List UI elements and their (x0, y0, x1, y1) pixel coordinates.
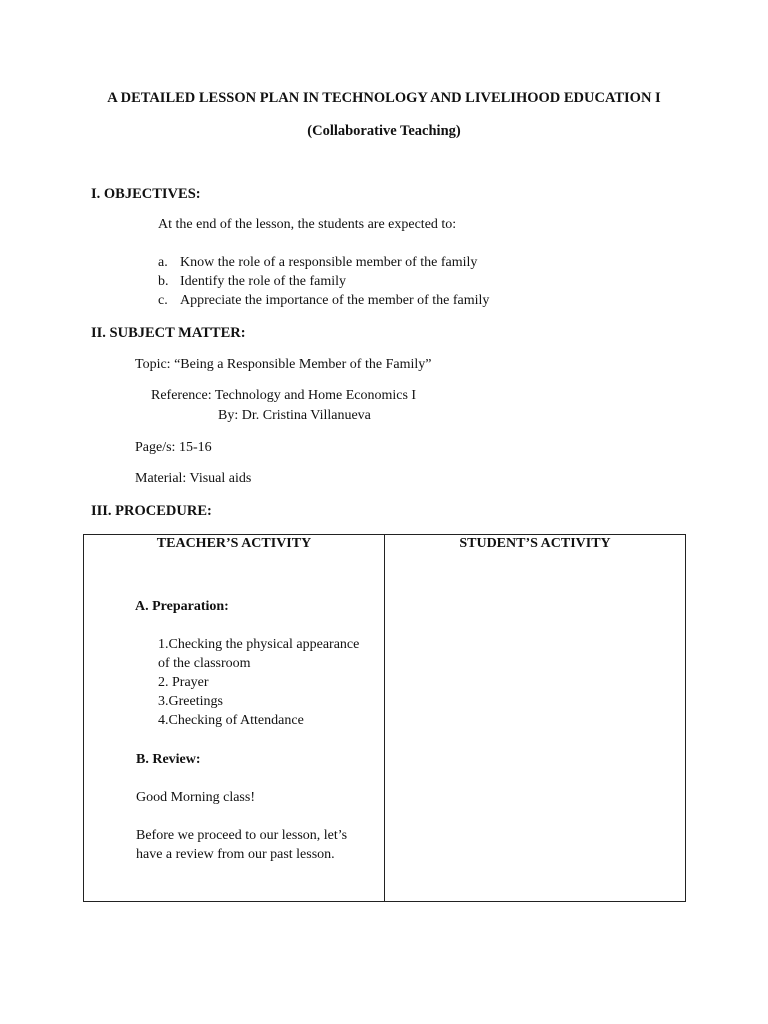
subject-topic: Topic: “Being a Responsible Member of the Family” (135, 357, 432, 372)
subject-reference: Reference: Technology and Home Economics I (151, 388, 417, 403)
document-subtitle: (Collaborative Teaching) (307, 123, 461, 139)
objective-text: Identify the role of the family (180, 274, 346, 289)
objective-item-c (158, 293, 489, 309)
student-activity-column (385, 535, 686, 902)
objective-text: Know the role of a responsible member of the family (180, 255, 478, 270)
subject-pages: Page/s: 15-16 (135, 440, 212, 455)
subject-matter-heading: II. SUBJECT MATTER: (91, 325, 246, 341)
review-line: Before we proceed to our lesson, let’s (136, 828, 348, 843)
preparation-line: 3.Greetings (158, 694, 223, 709)
objective-letter: c. (158, 293, 168, 308)
preparation-heading: A. Preparation: (135, 599, 229, 614)
student-activity-header: STUDENT’S ACTIVITY (459, 536, 611, 551)
objective-letter: b. (158, 274, 169, 289)
objective-item-a (158, 255, 477, 271)
review-line: have a review from our past lesson. (136, 847, 335, 862)
procedure-heading: III. PROCEDURE: (91, 503, 212, 519)
objectives-heading: I. OBJECTIVES: (91, 186, 201, 202)
subject-author: By: Dr. Cristina Villanueva (218, 408, 371, 423)
subject-material: Material: Visual aids (135, 471, 252, 486)
objective-item-b (158, 274, 346, 290)
preparation-line: 2. Prayer (158, 675, 209, 690)
teacher-activity-header: TEACHER’S ACTIVITY (156, 536, 312, 551)
review-heading: B. Review: (136, 752, 201, 767)
review-greeting: Good Morning class! (136, 790, 255, 805)
preparation-line: 4.Checking of Attendance (158, 713, 304, 728)
objective-text: Appreciate the importance of the member of the family (180, 293, 490, 308)
procedure-table (83, 534, 686, 902)
preparation-line: 1.Checking the physical appearance (158, 637, 360, 652)
document-title: A DETAILED LESSON PLAN IN TECHNOLOGY AND LIVELIHOOD EDUCATION I (107, 90, 661, 106)
objective-letter: a. (158, 255, 168, 270)
objectives-intro: At the end of the lesson, the students are expected to: (158, 217, 457, 232)
teacher-activity-column (84, 535, 385, 902)
preparation-line: of the classroom (158, 656, 251, 671)
